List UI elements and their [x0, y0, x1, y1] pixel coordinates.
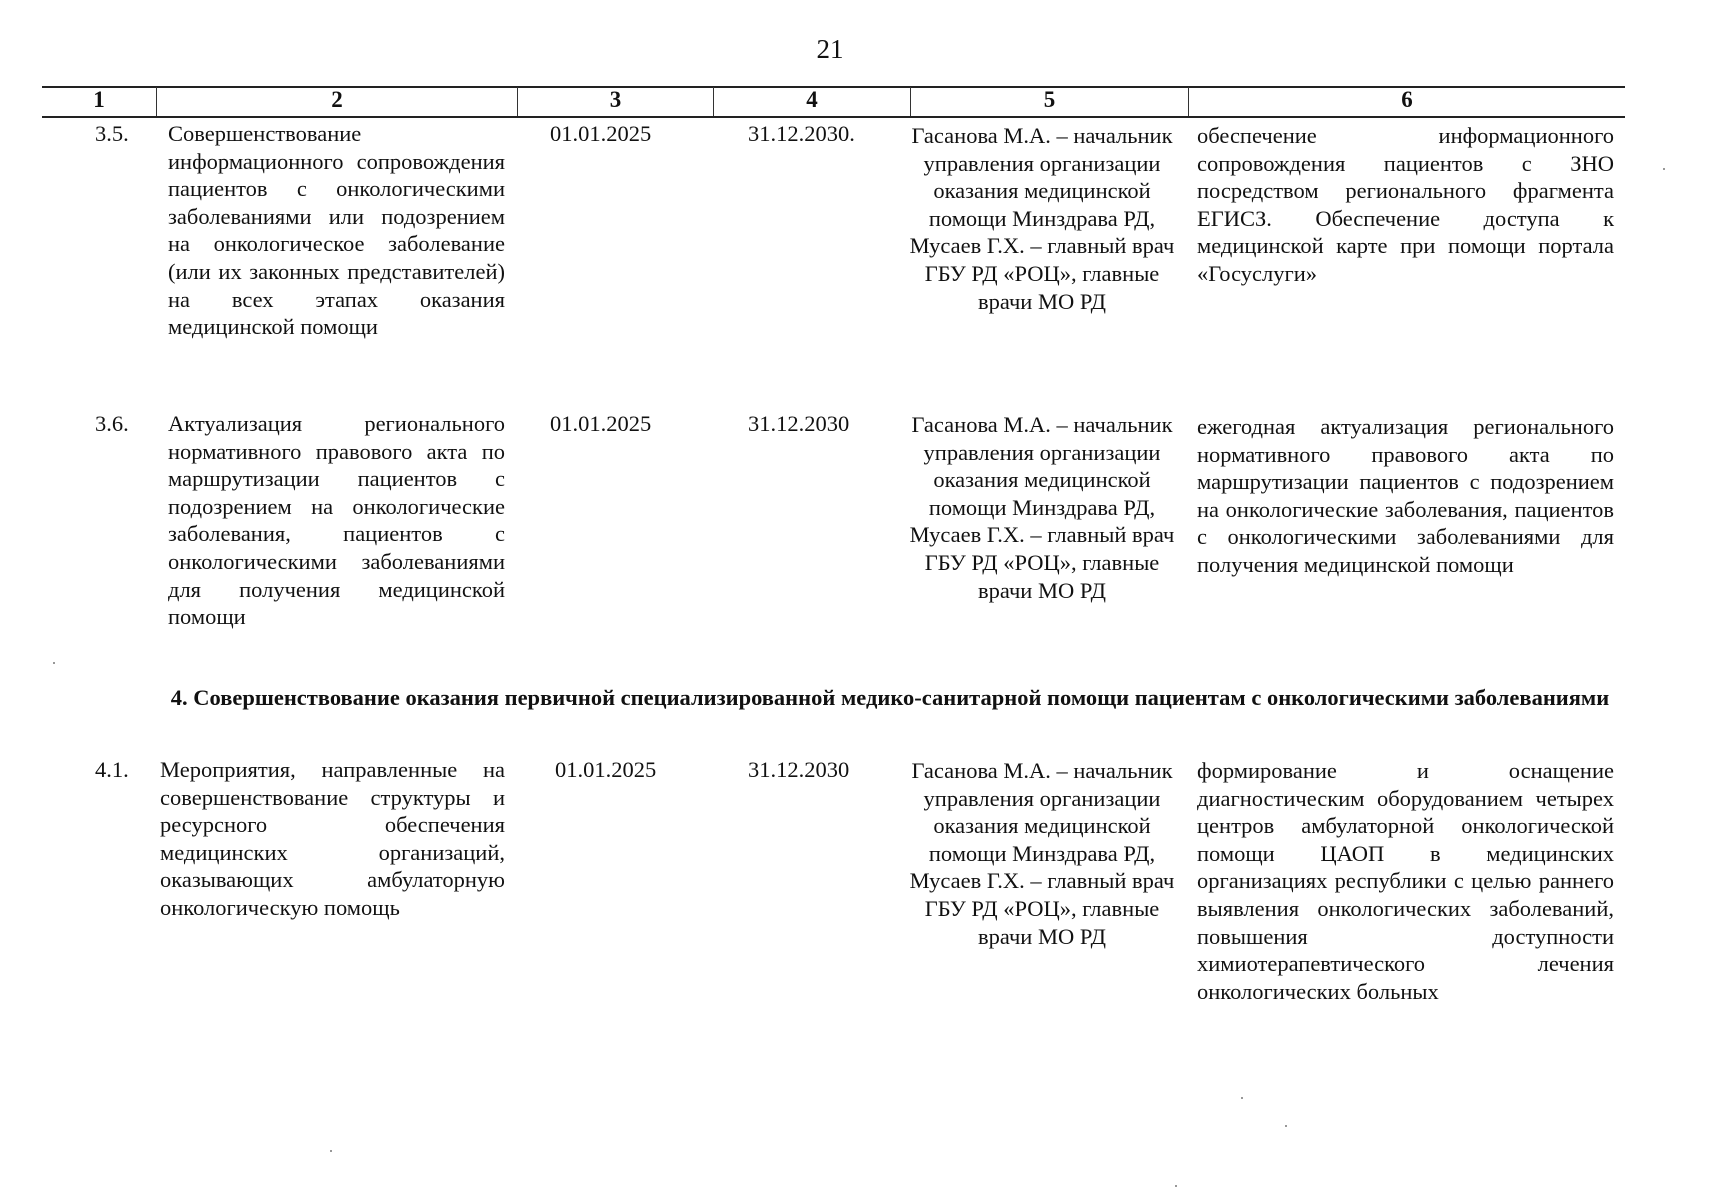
header-bottom-rule	[42, 116, 1625, 118]
scan-speck	[1663, 168, 1665, 170]
row-responsible: Гасанова М.А. – начальник управления организации оказания медицинской помощи Минздрава РД, Мусаев Г.Х. – главный врач ГБУ РД «РОЦ», главные врачи МО РД	[909, 758, 1175, 949]
row-end-date: 31.12.2030	[748, 411, 850, 436]
row-description: Актуализация регионального нормативного правового акта по маршрутизации пациентов с подозрением на онкологические заболевания, пациентов с онкологическими заболеваниями для получения медицинской помощи	[168, 411, 505, 630]
row-start-date: 01.01.2025	[555, 757, 657, 782]
row-result: обеспечение информационного сопровождения пациентов с ЗНО посредством регионального фрагмента ЕГИСЗ. Обеспечение доступа к медицинской карте при помощи портала «Госуслуги»	[1197, 123, 1614, 286]
row-end-date: 31.12.2030.	[748, 121, 855, 146]
row-result: формирование и оснащение диагностическим оборудованием четырех центров амбулаторной онкологической помощи ЦАОП в медицинских организациях республики с целью раннего выявления онкологических заболеваний, повышения доступности химиотерапевтического лечения онкологических больных	[1197, 758, 1614, 1004]
row-end-date: 31.12.2030	[748, 757, 850, 782]
row-number: 3.6.	[95, 411, 129, 436]
row-start-date: 01.01.2025	[550, 411, 652, 436]
column-header-1: 1	[93, 87, 105, 112]
scan-speck	[1175, 1185, 1177, 1187]
scan-speck	[1285, 1125, 1287, 1127]
scan-speck	[330, 1150, 332, 1152]
row-description: Мероприятия, направленные на совершенствование структуры и ресурсного обеспечения медицинских организаций, оказывающих амбулаторную онкологическую помощь	[160, 757, 505, 920]
column-header-2: 2	[331, 87, 343, 112]
scan-speck	[53, 662, 55, 664]
page-number: 21	[816, 34, 844, 64]
row-description: Совершенствование информационного сопровождения пациентов с онкологическими заболеваниями или подозрением на онкологическое заболевание (или их законных представителей) на всех этапах оказания медицинской помощи	[168, 121, 505, 340]
row-responsible: Гасанова М.А. – начальник управления организации оказания медицинской помощи Минздрава РД, Мусаев Г.Х. – главный врач ГБУ РД «РОЦ», главные врачи МО РД	[909, 123, 1175, 314]
column-header-3: 3	[609, 87, 622, 112]
scan-speck	[1241, 1097, 1243, 1099]
row-number: 4.1.	[95, 757, 129, 782]
row-responsible: Гасанова М.А. – начальник управления организации оказания медицинской помощи Минздрава РД, Мусаев Г.Х. – главный врач ГБУ РД «РОЦ», главные врачи МО РД	[909, 412, 1175, 603]
row-result: ежегодная актуализация регионального нормативного правового акта по маршрутизации пациентов с подозрением на онкологические заболевания, пациентов с онкологическими заболеваниями для получения медицинской помощи	[1197, 414, 1614, 577]
section-heading: 4. Совершенствование оказания первичной специализированной медико-санитарной помощи пациентам с онкологическими заболеваниями	[170, 685, 1610, 710]
row-number: 3.5.	[95, 121, 129, 146]
column-header-5: 5	[1043, 87, 1056, 112]
column-header-6: 6	[1401, 87, 1413, 112]
row-start-date: 01.01.2025	[550, 121, 652, 146]
column-header-4: 4	[806, 87, 818, 112]
